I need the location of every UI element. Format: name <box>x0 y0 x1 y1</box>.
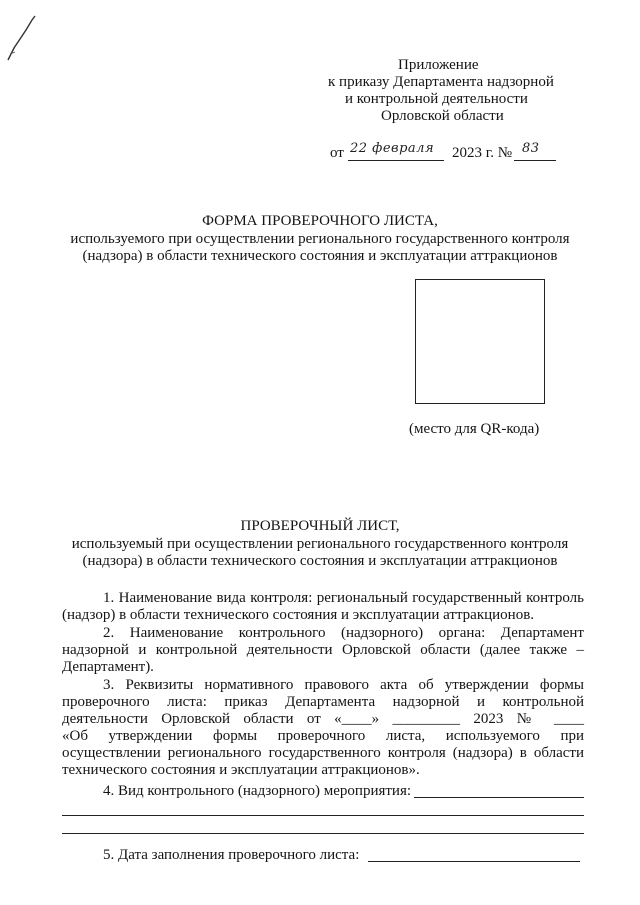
number-underline <box>514 160 556 161</box>
item-3-line1: 3. Реквизиты нормативного правового акта об утверждении формы <box>103 677 584 693</box>
item-5-field-line <box>368 861 580 862</box>
appendix-order-line: к приказу Департамента надзорной <box>328 74 554 90</box>
item-3-line2: проверочного листа: приказ Департамента надзорной и контрольной <box>62 694 584 710</box>
item-4-field-line1 <box>414 797 584 798</box>
item-5-label: 5. Дата заполнения проверочного листа: <box>103 847 360 863</box>
pen-stroke-mark <box>6 14 46 64</box>
item-1-line2: (надзор) в области технического состояния и эксплуатации аттракционов. <box>62 607 535 623</box>
form-title: ФОРМА ПРОВЕРОЧНОГО ЛИСТА, <box>202 213 438 229</box>
item-4-label: 4. Вид контрольного (надзорного) мероприятия: <box>103 783 412 799</box>
checklist-subtitle-line2: (надзора) в области технического состояния и эксплуатации аттракционов <box>82 553 558 569</box>
appendix-title: Приложение <box>398 57 479 73</box>
item-3-line3: деятельности Орловской области от «____» _________ 2023 № ____ <box>62 711 584 727</box>
item-2-line2: надзорной и контрольной деятельности Орловской области (далее также – <box>62 642 584 658</box>
form-subtitle-line1: используемого при осуществлении регионального государственного контроля <box>70 231 570 247</box>
appendix-department-line: и контрольной деятельности <box>345 91 528 107</box>
item-4-field-line2 <box>62 815 584 816</box>
item-3-line6: технического состояния и эксплуатации аттракционов». <box>62 762 420 778</box>
handwritten-date: 22 февраля <box>350 141 435 156</box>
date-underline <box>348 160 444 161</box>
form-subtitle-line2: (надзора) в области технического состояния и эксплуатации аттракционов <box>82 248 558 264</box>
item-3-line5: осуществлении регионального государственного контроля (надзора) в области <box>62 745 584 761</box>
qr-code-placeholder <box>415 279 545 404</box>
order-year: 2023 г. № <box>452 145 513 161</box>
checklist-subtitle-line1: используемый при осуществлении регионального государственного контроля <box>71 536 569 552</box>
date-prefix: от <box>330 145 344 161</box>
item-2-line3: Департамент). <box>62 659 154 675</box>
item-2-line1: 2. Наименование контрольного (надзорного) органа: Департамент <box>103 625 584 641</box>
item-3-line4: «Об утверждении формы проверочного листа, используемого при <box>62 728 584 744</box>
qr-caption: (место для QR-кода) <box>409 421 540 437</box>
item-1-line1: 1. Наименование вида контроля: региональный государственный контроль <box>103 590 584 606</box>
checklist-title: ПРОВЕРОЧНЫЙ ЛИСТ, <box>240 518 400 534</box>
handwritten-number: 83 <box>522 141 540 156</box>
item-4-field-line3 <box>62 833 584 834</box>
appendix-region-line: Орловской области <box>381 108 504 124</box>
